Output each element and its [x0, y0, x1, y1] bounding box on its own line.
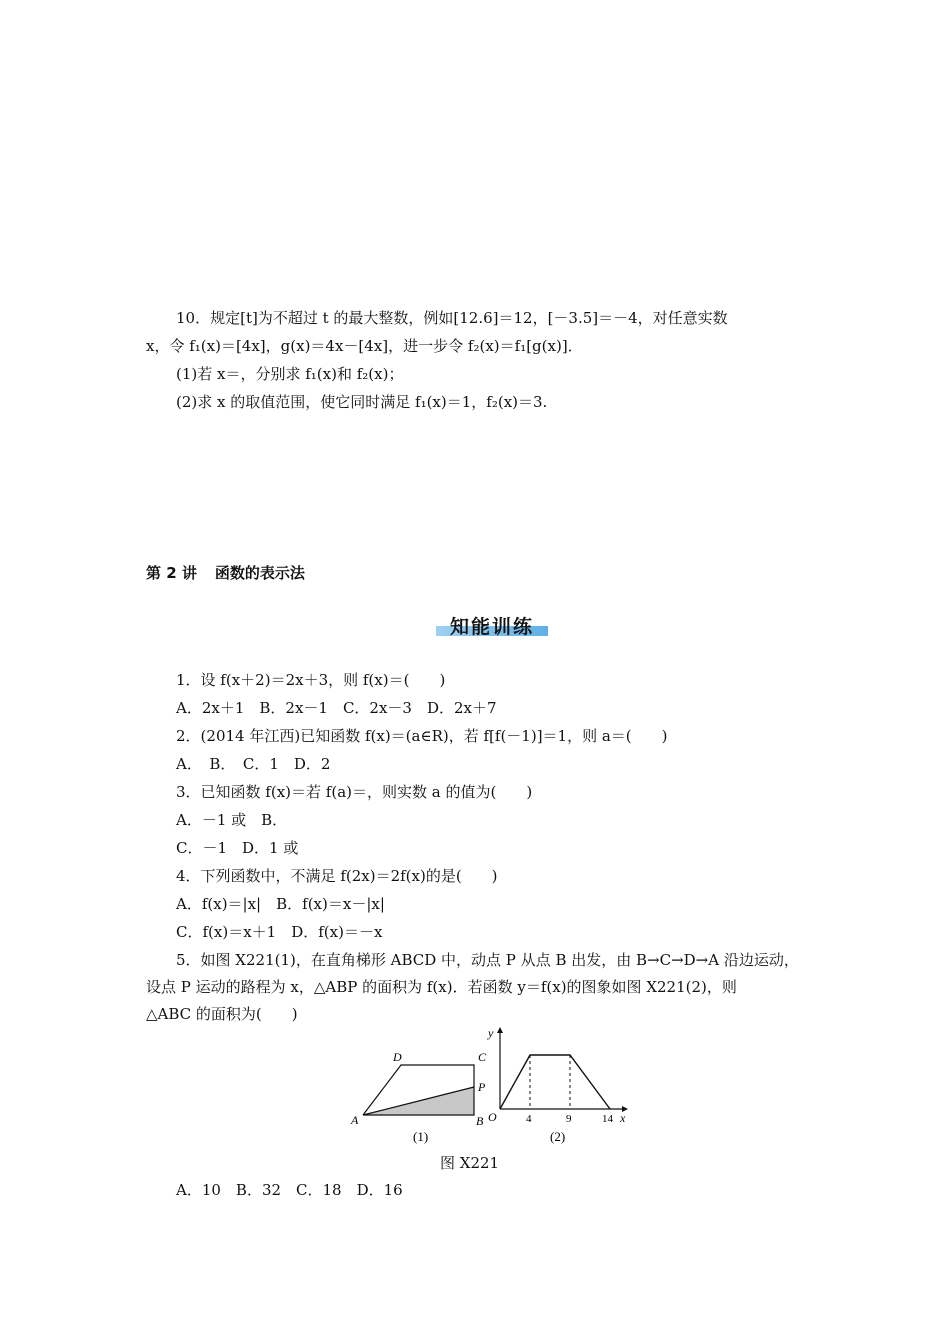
label-x: x: [620, 1111, 626, 1125]
label-fig1: (1): [413, 1129, 429, 1144]
q3-options-b: C．－1 D．1 或: [176, 839, 299, 857]
q1-options: A．2x＋1 B．2x－1 C．2x－3 D．2x＋7: [176, 699, 497, 717]
tick-4: 4: [526, 1113, 532, 1125]
figure-caption: 图 X221: [440, 1154, 500, 1172]
q4-options-b: C．f(x)＝x＋1 D．f(x)＝－x: [176, 923, 383, 941]
q10-line1: 10．规定[t]为不超过 t 的最大整数，例如[12.6]＝12，[－3.5]＝－4，对任意实数: [176, 309, 728, 327]
banner-text: 知能训练: [449, 616, 534, 638]
q5-line2: 设点 P 运动的路程为 x，△ABP 的面积为 f(x)．若函数 y＝f(x)的图象如图 X221(2)，则: [146, 978, 737, 996]
label-c: C: [478, 1050, 487, 1064]
q4-stem: 4．下列函数中，不满足 f(2x)＝2f(x)的是( ): [176, 867, 498, 885]
label-o: O: [488, 1110, 497, 1124]
section-number: 第 2 讲: [146, 564, 197, 582]
tick-9: 9: [566, 1113, 572, 1125]
q4-options-a: A．f(x)＝|x| B．f(x)＝x－|x|: [176, 895, 385, 913]
label-y: y: [488, 1026, 494, 1040]
figure-trapezoid: [345, 1045, 495, 1145]
q10-part1: (1)若 x＝，分别求 f₁(x)和 f₂(x)；: [176, 365, 404, 383]
label-b: B: [476, 1114, 484, 1128]
section-banner: [436, 612, 548, 638]
graph-line: [500, 1055, 610, 1109]
q3-stem: 3．已知函数 f(x)＝若 f(a)＝，则实数 a 的值为( ): [176, 783, 533, 801]
label-d: D: [393, 1050, 402, 1064]
label-a: A: [351, 1113, 359, 1127]
q5-line1: 5．如图 X221(1)，在直角梯形 ABCD 中，动点 P 从点 B 出发，由 B→C→D→A 沿边运动，: [176, 951, 799, 969]
figure-graph: [482, 1025, 632, 1145]
q5-options: A．10 B．32 C．18 D．16: [176, 1181, 403, 1199]
q5-line3: △ABC 的面积为( ): [146, 1005, 298, 1023]
q2-stem: 2．(2014 年江西)已知函数 f(x)＝(a∈R)，若 f[f(－1)]＝1，则 a＝( ): [176, 727, 668, 745]
q10-part2: (2)求 x 的取值范围，使它同时满足 f₁(x)＝1，f₂(x)＝3.: [176, 393, 548, 411]
q10-line2: x，令 f₁(x)＝[4x]，g(x)＝4x－[4x]，进一步令 f₂(x)＝f₁[g(x)]．: [146, 337, 583, 355]
q1-stem: 1．设 f(x＋2)＝2x＋3，则 f(x)＝( ): [176, 671, 446, 689]
q2-options: A． B． C．1 D．2: [176, 755, 331, 773]
section-name: 函数的表示法: [214, 564, 305, 582]
q3-options-a: A．－1 或 B．: [176, 811, 288, 829]
label-fig2: (2): [550, 1129, 566, 1144]
label-p: P: [478, 1080, 486, 1094]
section-title: [146, 562, 305, 583]
y-axis-arrow: [497, 1027, 503, 1033]
tick-14: 14: [602, 1113, 613, 1125]
